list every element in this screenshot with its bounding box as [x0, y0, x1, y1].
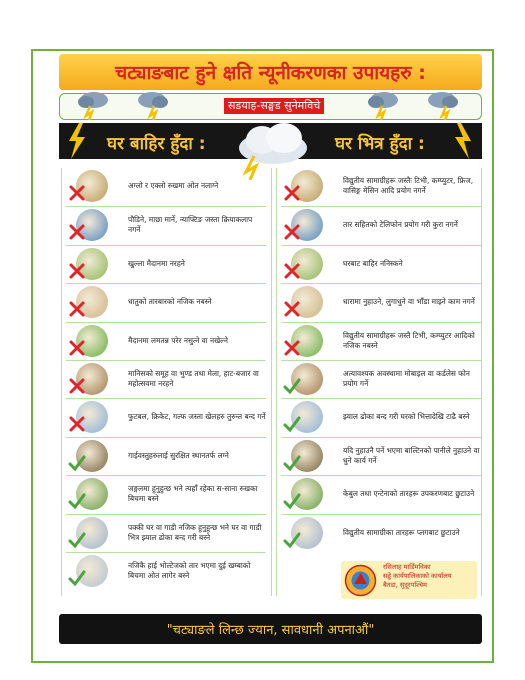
storm-cloud-icon — [74, 86, 114, 120]
list-item — [66, 168, 266, 204]
item-text: पौडिने, माछा मार्ने, न्याफ्टिङ जस्ता क्रियाकलाप नगर्ने — [128, 215, 253, 235]
list-item — [66, 552, 266, 588]
item-text: फुटबल, क्रिकेट, गल्फ जस्ता खेलहरु तुरुन्त बन्द गर्ने — [128, 412, 266, 422]
check-icon — [68, 492, 86, 510]
office-text — [383, 563, 475, 590]
item-text: नजिकै हाई भोल्टेजको तार भएमा दुई खम्बाको बिचमा ओत लागेर बस्ने — [128, 561, 251, 580]
list-item — [66, 206, 266, 242]
list-item — [66, 283, 266, 319]
list-item — [281, 475, 481, 511]
list-item — [281, 437, 481, 473]
item-text: तार सहितको टेलिफोन प्रयोग गरी कुरा नगर्ने — [343, 220, 458, 230]
item-text: घरबाट बाहिर ननिस्कने — [343, 258, 403, 268]
lightning-bolt-icon — [451, 123, 477, 159]
item-text: यदि नुहाउनै पर्ने भएमा बाल्टिनको पानीले नुहाउने वा धुने कार्य गर्ने — [343, 445, 480, 465]
check-icon — [68, 531, 86, 549]
check-icon — [68, 569, 86, 587]
item-text: अग्लो र एक्लो रुखमा ओत नलाग्ने — [128, 181, 219, 190]
column-divider — [276, 168, 277, 596]
office-stamp — [341, 561, 477, 599]
office-address: बैतडा, सुदूरपश्चिम — [383, 581, 427, 589]
footer-slogan: "चट्याङले लिन्छ ज्यान, सावधानी अपनाऔं" — [59, 614, 482, 644]
office-name: रसिलाह मार्डिमविका — [383, 563, 431, 571]
cross-icon — [283, 262, 301, 280]
column-divider — [271, 168, 272, 596]
item-text: विद्युतीय सामाग्रीहरू जस्तैः टिभी, कम्प्युटर, फ्रिज, वासिङ्ग मेसिन आदि प्रयोग नगर्ने — [343, 176, 474, 195]
list-item — [66, 398, 266, 434]
list-item — [66, 475, 266, 511]
item-text: मानिसको समूह वा भुण्ड तथा मेला, हाट-बजार वा महोत्सवमा नरहने — [128, 369, 259, 388]
storm-cloud-icon — [132, 86, 172, 120]
item-text: मैदानमा लमतन्न परेर नसुत्ने वा नखेल्ने — [128, 335, 228, 345]
check-icon — [68, 454, 86, 472]
list-item — [281, 360, 481, 396]
cross-icon — [68, 339, 86, 357]
list-item — [66, 245, 266, 281]
list-item — [66, 437, 266, 473]
item-text: जङ्गलमा हुनुहुन्छ भने त्यहाँ रहेका स-साना रुखका बिचमा बस्ने — [128, 484, 258, 504]
list-item — [281, 322, 481, 358]
item-text: गाईवस्तुहरुलाई सुरक्षित स्थानतर्फ लग्ने — [128, 450, 229, 460]
storm-icons-band — [59, 93, 482, 120]
item-text: धातुको तारबारको नजिक नबस्ने — [128, 297, 212, 307]
item-text: विद्युतीय सामाग्रीहरू जस्तै टिभी, कम्प्युटर आदिको नजिक नबस्ने — [343, 330, 475, 350]
check-icon — [283, 531, 301, 549]
list-item — [66, 322, 266, 358]
check-icon — [283, 492, 301, 510]
list-item — [281, 206, 481, 242]
list-item — [281, 514, 481, 550]
list-item — [66, 514, 266, 550]
heading-inside: घर भित्र हुँदा : — [335, 134, 425, 154]
column-divider — [61, 168, 62, 596]
item-text: झ्याल ढोका बन्द गरी घरको भित्तादेखि टाढै बस्ने — [343, 412, 470, 422]
storm-cloud-icon — [422, 86, 462, 120]
cross-icon — [283, 184, 301, 202]
cross-icon — [283, 339, 301, 357]
check-icon — [283, 415, 301, 433]
list-item — [281, 245, 481, 281]
item-text: विद्युतीय सामाग्रीका तारहरू प्लगबाट छुटाउने — [343, 527, 460, 537]
list-item — [281, 168, 481, 204]
list-item — [281, 283, 481, 319]
storm-cloud-icon — [364, 86, 404, 120]
heading-outside: घर बाहिर हुँदा : — [107, 134, 206, 154]
item-text: अत्यावश्यक अवस्थामा मोबाइल वा कर्डलेस फोन प्रयोग गर्ने — [343, 369, 470, 388]
poster-title: चट्याङबाट हुने क्षति न्यूनीकरणका उपायहरु : — [59, 54, 482, 90]
check-icon — [283, 454, 301, 472]
lightning-bolt-icon — [63, 123, 89, 159]
government-emblem-icon — [344, 564, 377, 597]
cross-icon — [68, 262, 86, 280]
cross-icon — [68, 184, 86, 202]
column-divider — [481, 168, 482, 596]
item-text: धारामा नुहाउने, लुगाधुने वा भाँडा माझ्ने काम नगर्ने — [343, 297, 475, 307]
list-item — [281, 398, 481, 434]
item-text: पक्की घर वा गाडी नजिक हुनुहुन्छ भने घर वा गाडी भित्र झ्याल ढोका बन्द गरी बस्ने — [128, 522, 262, 542]
check-icon — [283, 377, 301, 395]
office-dept: सड्डे कार्यपालिकाको कार्यालय — [383, 572, 452, 580]
subtitle-label: सडयाह-सङ्घड सुनेमविचे — [224, 98, 324, 114]
cross-icon — [68, 223, 86, 241]
list-item — [66, 360, 266, 396]
cross-icon — [68, 415, 86, 433]
item-text: खुल्ला मैदानमा नरहने — [128, 258, 185, 268]
cross-icon — [68, 377, 86, 395]
cross-icon — [68, 300, 86, 318]
cross-icon — [283, 300, 301, 318]
cross-icon — [283, 223, 301, 241]
item-text: केबुल तथा एन्टेनाको तारहरू उपकरणबाट छुटाउने — [343, 489, 475, 499]
